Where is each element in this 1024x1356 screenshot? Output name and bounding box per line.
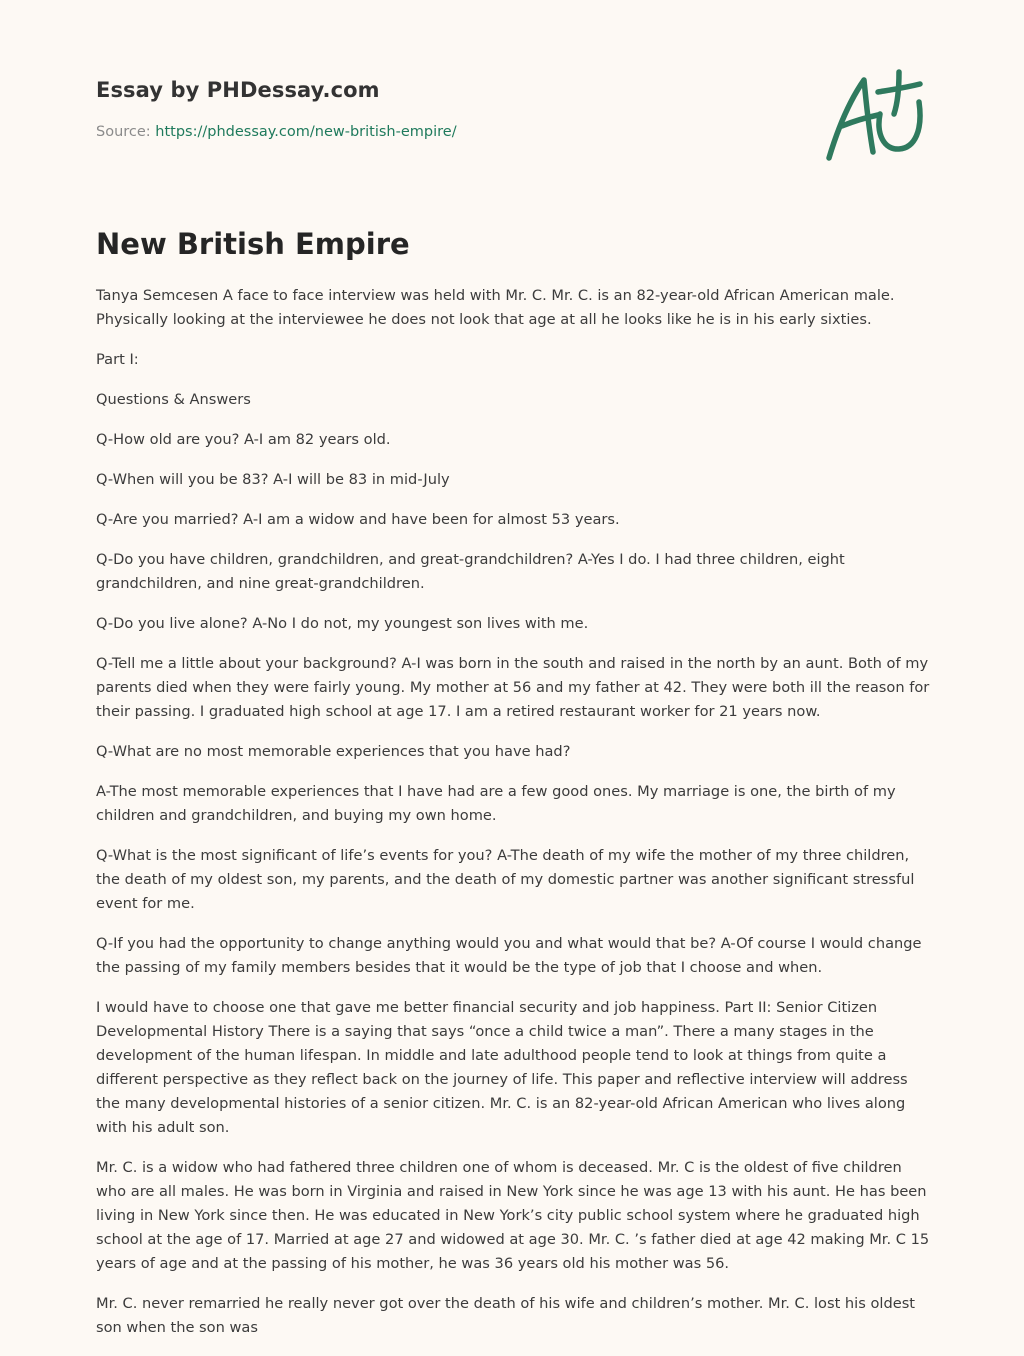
paragraph: I would have to choose one that gave me better financial security and job happiness. Part II: Senior Citizen Developmental History There is a saying that says “once a child twice a man”. There a many stages in the development of the human lifespan. In middle and late adulthood people tend to look at things from quite a different perspective as they reflect back on the journey of life. This paper and reflective interview will address the many developmental histories of a senior citizen. Mr. C. is an 82-year-old African American who lives along with his adult son. [96, 999, 908, 1136]
a-plus-logo-icon [820, 66, 930, 166]
paragraph: Q-Tell me a little about your background? A-I was born in the south and raised in the north by an aunt. Both of my parents died when they were fairly young. My mother at 56 and my father at 42. They were both ill the reason for their passing. I graduated high school at age 17. I am a retired restaurant worker for 21 years now. [96, 655, 930, 720]
paragraph: Part I: [96, 351, 139, 368]
source-link[interactable]: https://phdessay.com/new-british-empire/ [155, 124, 457, 140]
a-plus-logo [820, 66, 930, 166]
document-header [96, 76, 736, 142]
paragraph: Questions & Answers [96, 391, 251, 408]
paragraph: Q-Do you live alone? A-No I do not, my youngest son lives with me. [96, 615, 589, 632]
paragraph: Mr. C. is a widow who had fathered three children one of whom is deceased. Mr. C is the oldest of five children who are all males. He was born in Virginia and raised in New York since he was age 13 with his aunt. He has been living in New York since then. He was educated in New York’s city public school system where he graduated high school at the age of 17. Married at age 27 and widowed at age 30. Mr. C. ’s father died at age 42 making Mr. C 15 years of age and at the passing of his mother, he was 36 years old his mother was 56. [96, 1159, 930, 1272]
paragraph: Q-What is the most significant of life’s events for you? A-The death of my wife the mother of my three children, the death of my oldest son, my parents, and the death of my domestic partner was another significant stressful event for me. [96, 847, 915, 912]
paragraph: Q-How old are you? A-I am 82 years old. [96, 431, 391, 448]
paragraph: A-The most memorable experiences that I have had are a few good ones. My marriage is one, the birth of my children and grandchildren, and buying my own home. [96, 783, 896, 824]
paragraph: Q-Are you married? A-I am a widow and have been for almost 53 years. [96, 511, 620, 528]
paragraph: Q-When will you be 83? A-I will be 83 in mid-July [96, 471, 450, 488]
paragraph: Tanya Semcesen A face to face interview was held with Mr. C. Mr. C. is an 82-year-old African American male. Physically looking at the interviewee he does not look that age at all he looks like he is in his early sixties. [96, 287, 895, 328]
source-line [96, 122, 736, 142]
brand-title: Essay by PHDessay.com [96, 78, 380, 102]
essay-body [96, 284, 936, 1356]
essay-title: New British Empire [96, 227, 410, 261]
paragraph: Q-Do you have children, grandchildren, and great-grandchildren? A-Yes I do. I had three children, eight grandchildren, and nine great-grandchildren. [96, 551, 845, 592]
paragraph: Q-If you had the opportunity to change anything would you and what would that be? A-Of course I would change the passing of my family members besides that it would be the type of job that I choose and when. [96, 935, 922, 976]
paragraph: Mr. C. never remarried he really never got over the death of his wife and children’s mother. Mr. C. lost his oldest son when the son was [96, 1295, 916, 1336]
source-label: Source: [96, 124, 156, 140]
paragraph: Q-What are no most memorable experiences that you have had? [96, 743, 571, 760]
